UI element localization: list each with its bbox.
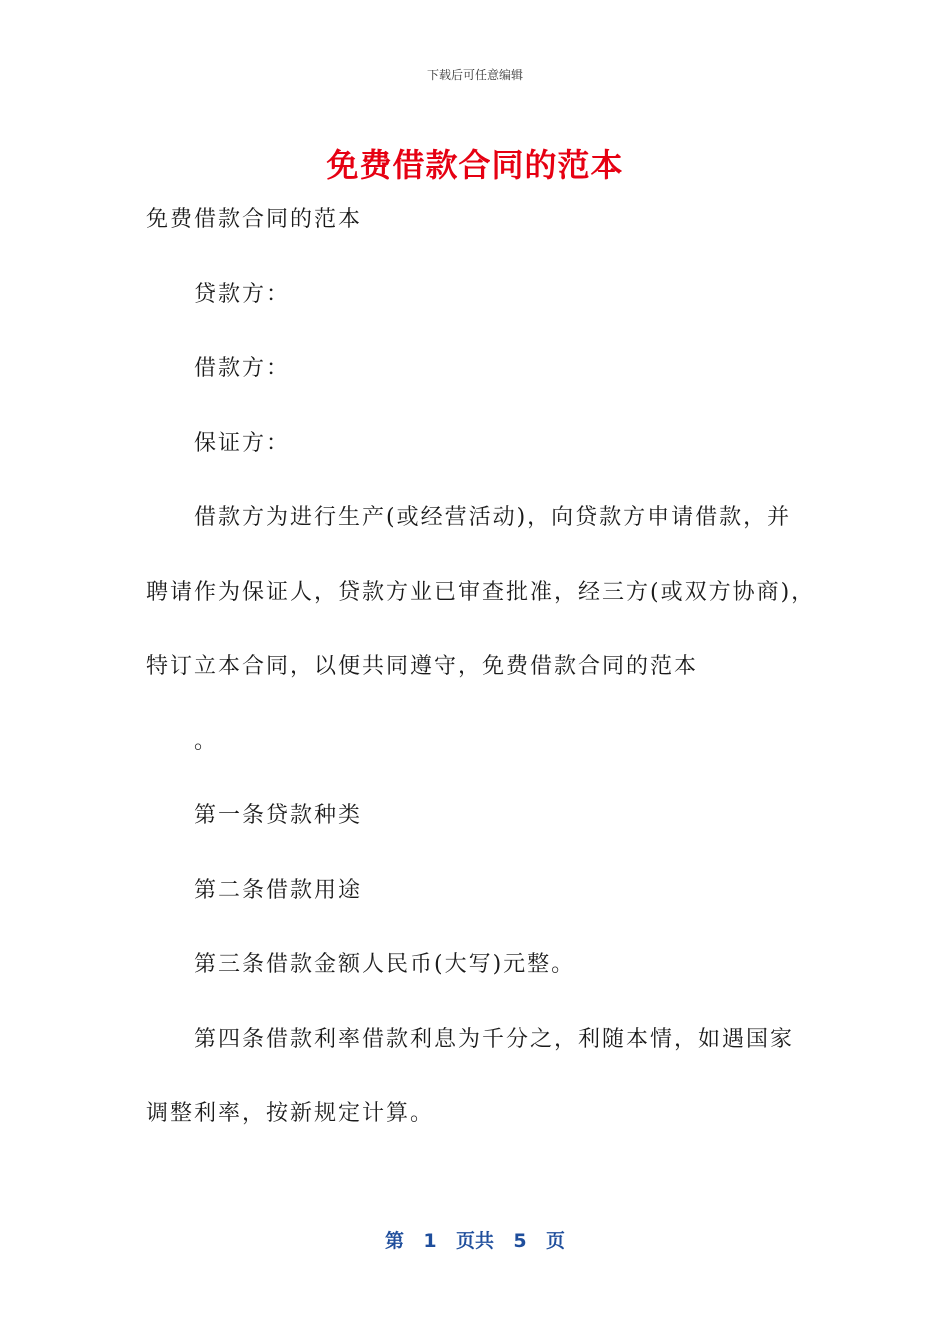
- current-page-number: 1: [423, 1230, 437, 1252]
- body-line: 保证方：: [194, 430, 291, 456]
- document-body: [146, 198, 826, 1167]
- footer-prefix: 第: [384, 1230, 404, 1252]
- header-note: 下载后可任意编辑: [426, 68, 523, 82]
- body-line: 第二条借款用途: [194, 877, 363, 903]
- footer-suffix: 页: [546, 1230, 566, 1252]
- body-line: 借款方为进行生产(或经营活动)，向贷款方申请借款，并: [194, 505, 792, 530]
- body-line: 贷款方：: [194, 281, 291, 307]
- page-footer: [0, 1226, 950, 1253]
- document-title: 免费借款合同的范本: [326, 146, 624, 184]
- body-line: 第四条借款利率借款利息为千分之，利随本情，如遇国家: [194, 1026, 795, 1052]
- body-line: 聘请作为保证人，贷款方业已审查批准，经三方(或双方协商)，: [146, 579, 816, 605]
- body-line: 调整利率，按新规定计算。: [146, 1101, 435, 1126]
- body-line: 。: [194, 728, 219, 754]
- body-line: 特订立本合同，以便共同遵守，免费借款合同的范本: [146, 654, 699, 679]
- footer-middle: 页共: [455, 1230, 494, 1252]
- body-line: 第三条借款金额人民币(大写)元整。: [194, 952, 576, 977]
- body-line: 借款方：: [194, 356, 291, 381]
- body-line: 第一条贷款种类: [194, 803, 363, 828]
- body-line: 免费借款合同的范本: [146, 207, 363, 232]
- total-pages-number: 5: [513, 1230, 527, 1252]
